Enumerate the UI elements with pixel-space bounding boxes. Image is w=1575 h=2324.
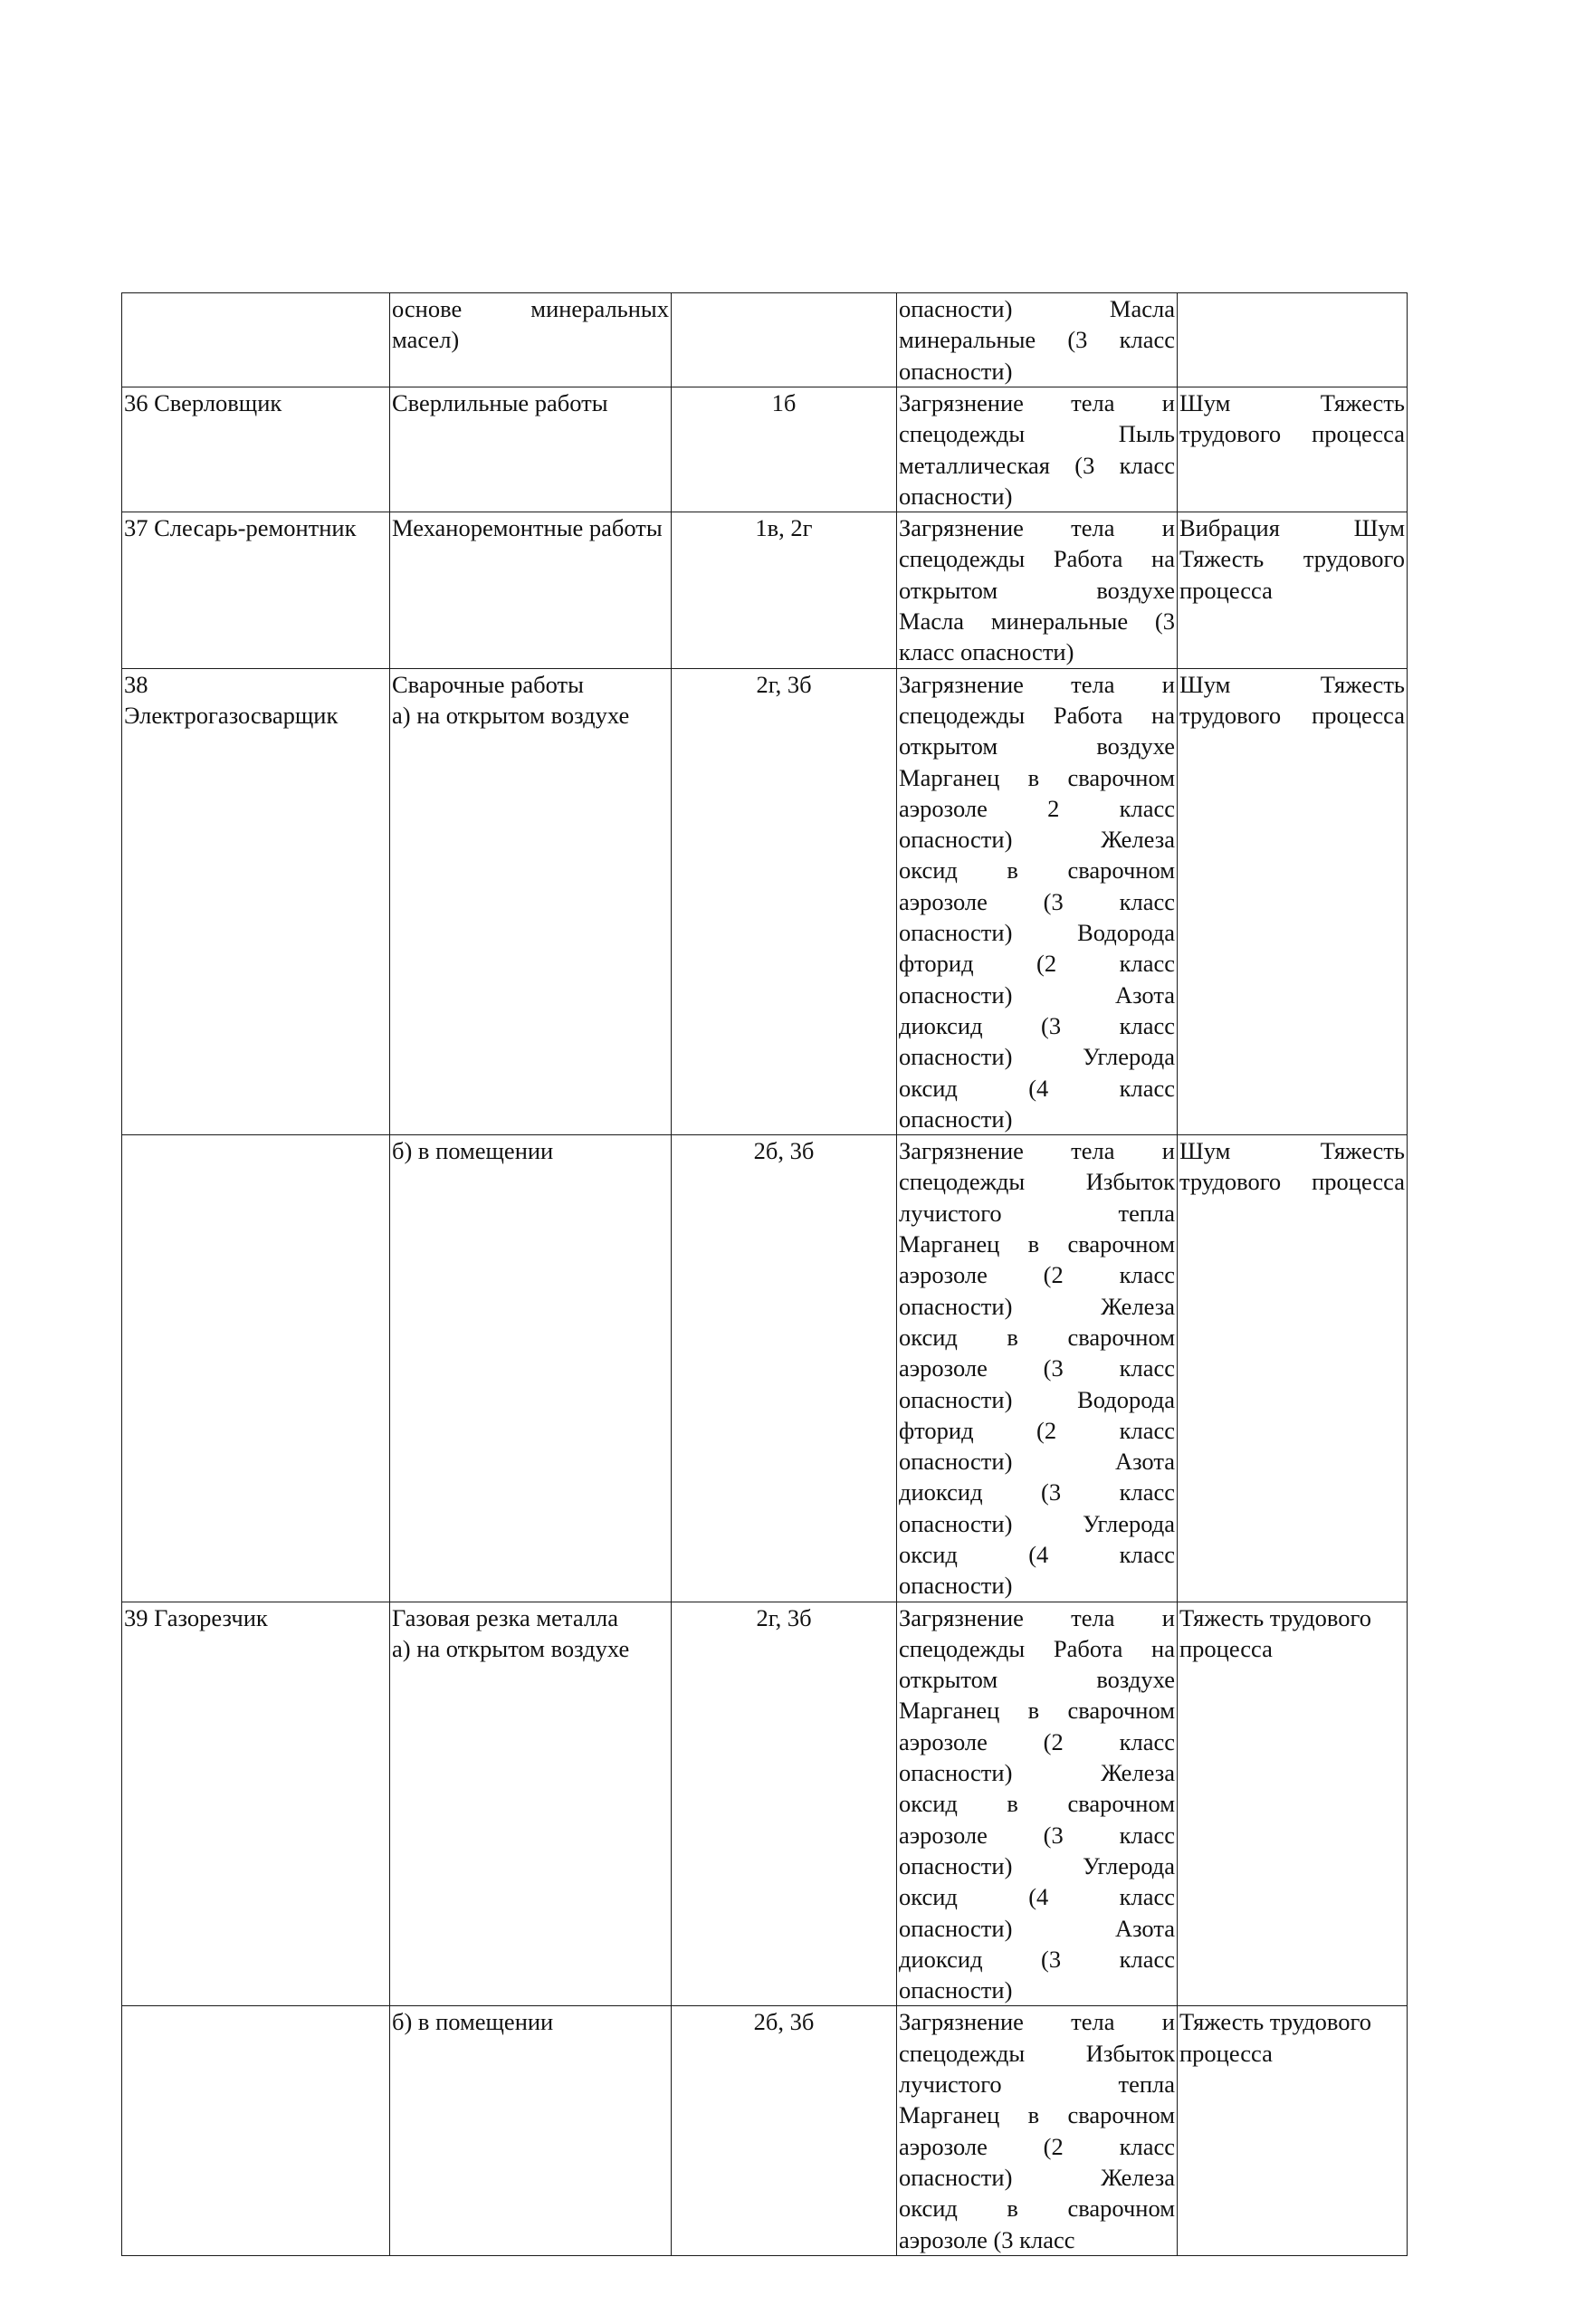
hazard-line: опасности)	[899, 1105, 1013, 1133]
hazards-text	[899, 1135, 1175, 1601]
hazard-line: спецодежды Работа на	[899, 701, 1175, 729]
hazard-line: открытом воздухе	[899, 732, 1175, 760]
work-type-cell: б) в помещении	[390, 1135, 672, 1602]
hazard-line: аэрозоле (3 класс	[899, 1354, 1175, 1382]
hazards-text	[899, 512, 1175, 667]
hazard-line: оксид в сварочном	[899, 1790, 1175, 1818]
hazards-text	[899, 293, 1175, 387]
hazard-line: фторид (2 класс	[899, 1416, 1175, 1444]
hazard-table	[121, 292, 1408, 2256]
hazard-line: Загрязнение тела и	[899, 514, 1175, 542]
hazard-line: Марганец в сварочном	[899, 2101, 1175, 2129]
hazard-line: оксид (4 класс	[899, 1074, 1175, 1102]
hazard-line: класс опасности)	[899, 638, 1074, 666]
hazard-line: аэрозоле 2 класс	[899, 794, 1175, 822]
table-row	[122, 668, 1408, 1134]
other-factors-cell	[1178, 293, 1408, 387]
hazards-cell	[897, 1602, 1178, 2006]
hazard-line: металлическая (3 класс	[899, 451, 1175, 479]
hazard-line: опасности) Азота	[899, 1914, 1175, 1942]
hazard-line: Загрязнение тела и	[899, 1137, 1175, 1165]
hazard-line: опасности) Железа	[899, 826, 1175, 854]
hazards-text	[899, 2006, 1175, 2254]
work-type-cell: Сварочные работы а) на открытом воздухе	[390, 668, 672, 1134]
hazards-cell	[897, 668, 1178, 1134]
other-factors-cell: Вибрация Шум Тяжесть трудового процесса	[1178, 512, 1408, 668]
other-factors-cell: Шум Тяжесть трудового процесса	[1178, 1135, 1408, 1602]
profession-cell	[122, 293, 390, 387]
hazard-line: аэрозоле (2 класс	[899, 1261, 1175, 1289]
hazards-cell	[897, 387, 1178, 512]
hazard-line: спецодежды Избыток	[899, 2039, 1175, 2067]
hazard-line: опасности) Железа	[899, 1759, 1175, 1787]
codes-cell: 2б, 3б	[672, 2006, 897, 2256]
hazard-line: Загрязнение тела и	[899, 389, 1175, 416]
table-body	[122, 293, 1408, 2256]
profession-cell	[122, 2006, 390, 2256]
codes-cell: 1в, 2г	[672, 512, 897, 668]
codes-cell: 1б	[672, 387, 897, 512]
codes-cell	[672, 293, 897, 387]
other-factors-cell: Тяжесть трудового процесса	[1178, 1602, 1408, 2006]
hazards-text	[899, 1602, 1175, 2006]
hazard-line: опасности) Масла	[899, 295, 1175, 322]
hazard-line: опасности) Азота	[899, 1448, 1175, 1476]
hazard-line: Загрязнение тела и	[899, 1603, 1175, 1631]
hazards-cell	[897, 293, 1178, 387]
work-type-cell: Механоремонтные работы	[390, 512, 672, 668]
profession-cell: 38 Электрогазосварщик	[122, 668, 390, 1134]
hazards-cell	[897, 512, 1178, 668]
hazard-line: опасности) Углерода	[899, 1043, 1175, 1071]
codes-cell: 2б, 3б	[672, 1135, 897, 1602]
hazard-line: лучистого тепла	[899, 2071, 1175, 2099]
hazard-line: диоксид (3 класс	[899, 1478, 1175, 1506]
hazard-line: открытом воздухе	[899, 576, 1175, 604]
table-row	[122, 1135, 1408, 1602]
table-row	[122, 512, 1408, 668]
work-type-cell: б) в помещении	[390, 2006, 672, 2256]
hazard-line: оксид в сварочном	[899, 856, 1175, 885]
hazard-line: открытом воздухе	[899, 1666, 1175, 1694]
table-row	[122, 2006, 1408, 2256]
hazard-line: минеральные (3 класс	[899, 326, 1175, 354]
table-row	[122, 293, 1408, 387]
codes-cell: 2г, 3б	[672, 668, 897, 1134]
hazard-line: опасности)	[899, 357, 1013, 385]
hazards-cell	[897, 2006, 1178, 2256]
profession-cell: 39 Газорезчик	[122, 1602, 390, 2006]
codes-cell: 2г, 3б	[672, 1602, 897, 2006]
hazard-line: опасности) Водорода	[899, 1385, 1175, 1413]
work-type-cell: основе минеральных масел)	[390, 293, 672, 387]
hazard-line: спецодежды Работа на	[899, 1634, 1175, 1662]
hazard-line: Загрязнение тела и	[899, 2008, 1175, 2036]
hazard-line: диоксид (3 класс	[899, 1011, 1175, 1039]
hazard-line: аэрозоле (2 класс	[899, 2132, 1175, 2160]
hazard-line: опасности)	[899, 1572, 1013, 1600]
profession-cell: 37 Слесарь-ремонтник	[122, 512, 390, 668]
hazard-line: аэрозоле (2 класс	[899, 1727, 1175, 1755]
table-row	[122, 387, 1408, 512]
hazard-line: оксид в сварочном	[899, 2195, 1175, 2223]
other-factors-cell: Тяжесть трудового процесса	[1178, 2006, 1408, 2256]
hazard-line: опасности)	[899, 482, 1013, 510]
other-factors-cell: Шум Тяжесть трудового процесса	[1178, 668, 1408, 1134]
hazard-line: аэрозоле (3 класс	[899, 1821, 1175, 1849]
hazard-line: оксид в сварочном	[899, 1323, 1175, 1351]
hazard-line: опасности) Углерода	[899, 1851, 1175, 1879]
work-type-cell: Газовая резка металла а) на открытом воздухе	[390, 1602, 672, 2006]
hazard-line: фторид (2 класс	[899, 950, 1175, 978]
hazard-line: диоксид (3 класс	[899, 1945, 1175, 1973]
hazard-line: спецодежды Работа на	[899, 545, 1175, 573]
hazard-line: опасности) Водорода	[899, 919, 1175, 947]
hazards-cell	[897, 1135, 1178, 1602]
profession-cell: 36 Сверловщик	[122, 387, 390, 512]
hazards-text	[899, 669, 1175, 1134]
hazard-line: опасности)	[899, 1976, 1013, 2004]
hazards-text	[899, 387, 1175, 512]
hazard-line: лучистого тепла	[899, 1199, 1175, 1227]
hazard-line: опасности) Железа	[899, 2163, 1175, 2191]
hazard-line: Марганец в сварочном	[899, 1697, 1175, 1725]
hazard-line: спецодежды Пыль	[899, 420, 1175, 448]
hazard-line: Марганец в сварочном	[899, 763, 1175, 791]
hazard-line: опасности) Железа	[899, 1292, 1175, 1320]
hazard-line: оксид (4 класс	[899, 1540, 1175, 1568]
hazard-line: опасности) Азота	[899, 980, 1175, 1009]
other-factors-cell: Шум Тяжесть трудового процесса	[1178, 387, 1408, 512]
work-type-cell: Сверлильные работы	[390, 387, 672, 512]
hazard-line: Загрязнение тела и	[899, 670, 1175, 698]
table-row	[122, 1602, 1408, 2006]
hazard-line: оксид (4 класс	[899, 1883, 1175, 1911]
hazard-line: Масла минеральные (3	[899, 607, 1175, 636]
hazard-line: опасности) Углерода	[899, 1509, 1175, 1537]
profession-cell	[122, 1135, 390, 1602]
hazard-line: аэрозоле (3 класс	[899, 887, 1175, 915]
hazard-line: Марганец в сварочном	[899, 1230, 1175, 1258]
hazard-line: спецодежды Избыток	[899, 1168, 1175, 1196]
hazard-line: аэрозоле (3 класс	[899, 2225, 1075, 2253]
